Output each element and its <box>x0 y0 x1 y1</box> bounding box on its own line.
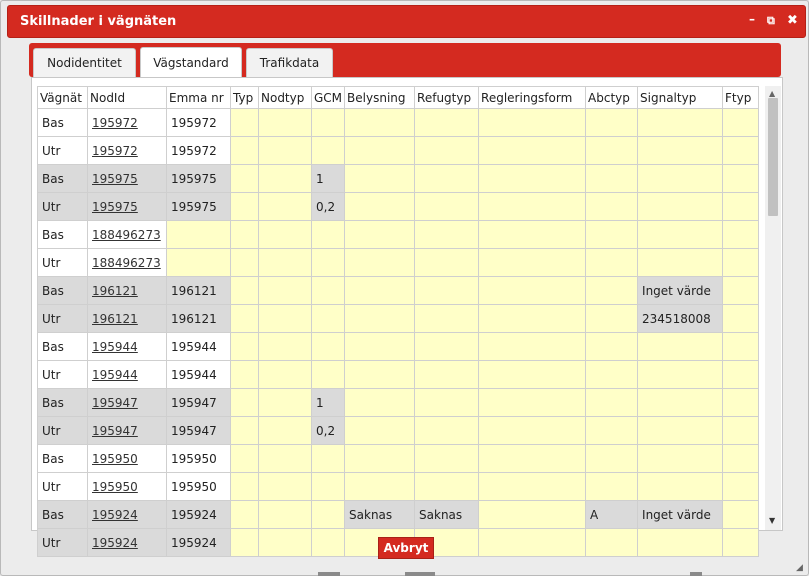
table-cell: Inget värde <box>638 277 723 305</box>
table-cell <box>415 333 479 361</box>
table-cell <box>345 389 415 417</box>
table-cell <box>231 277 259 305</box>
table-cell <box>479 389 586 417</box>
column-header[interactable]: Abctyp <box>586 87 638 109</box>
cell-vagnat: Utr <box>38 137 88 165</box>
column-header[interactable]: Belysning <box>345 87 415 109</box>
table-row <box>38 333 759 361</box>
cell-nodid <box>88 361 167 389</box>
table-cell <box>638 165 723 193</box>
table-cell <box>415 361 479 389</box>
table-cell: 195972 <box>167 109 231 137</box>
cell-nodid <box>88 417 167 445</box>
diff-table <box>37 86 759 557</box>
table-cell <box>259 333 312 361</box>
table-cell <box>231 305 259 333</box>
table-cell <box>231 109 259 137</box>
table-cell <box>638 221 723 249</box>
table-cell <box>638 249 723 277</box>
table-cell <box>638 389 723 417</box>
table-cell <box>345 249 415 277</box>
table-cell <box>312 473 345 501</box>
table-cell <box>723 221 759 249</box>
table-cell <box>723 389 759 417</box>
table-cell <box>259 221 312 249</box>
table-cell: 195975 <box>167 193 231 221</box>
table-cell <box>345 473 415 501</box>
column-header[interactable]: Ftyp <box>723 87 759 109</box>
table-cell <box>231 193 259 221</box>
table-cell <box>415 137 479 165</box>
table-cell <box>345 109 415 137</box>
table-cell <box>415 417 479 445</box>
cell-nodid <box>88 389 167 417</box>
cell-vagnat: Bas <box>38 165 88 193</box>
table-cell <box>312 109 345 137</box>
table-cell <box>231 221 259 249</box>
cell-nodid <box>88 137 167 165</box>
table-cell <box>259 109 312 137</box>
cell-vagnat: Bas <box>38 445 88 473</box>
table-cell <box>345 137 415 165</box>
table-cell <box>345 305 415 333</box>
table-cell <box>479 445 586 473</box>
table-cell <box>586 529 638 557</box>
scroll-thumb[interactable] <box>768 98 778 216</box>
table-cell <box>312 501 345 529</box>
table-row <box>38 277 759 305</box>
table-row <box>38 473 759 501</box>
minimize-icon[interactable]: – <box>749 12 755 26</box>
table-cell <box>415 473 479 501</box>
table-cell <box>259 361 312 389</box>
table-cell <box>586 361 638 389</box>
cell-nodid <box>88 445 167 473</box>
column-header[interactable]: Typ <box>231 87 259 109</box>
table-cell <box>415 445 479 473</box>
cell-nodid <box>88 529 167 557</box>
table-cell <box>312 277 345 305</box>
table-cell: 195944 <box>167 361 231 389</box>
nodid-link[interactable]: 188496273 <box>92 227 161 242</box>
table-cell <box>638 193 723 221</box>
table-cell <box>723 193 759 221</box>
nodid-link[interactable]: 195944 <box>92 367 138 382</box>
cell-nodid <box>88 305 167 333</box>
column-header[interactable]: Refugtyp <box>415 87 479 109</box>
table-cell <box>231 137 259 165</box>
table-row <box>38 109 759 137</box>
table-cell <box>415 193 479 221</box>
nodid-link[interactable]: 195975 <box>92 171 138 186</box>
table-cell <box>231 249 259 277</box>
title-bar[interactable] <box>7 5 806 38</box>
table-cell <box>345 417 415 445</box>
background-element <box>690 572 702 576</box>
table-cell <box>415 221 479 249</box>
cell-nodid <box>88 333 167 361</box>
cell-nodid <box>88 193 167 221</box>
tab-nodidentitet[interactable]: Nodidentitet <box>33 48 136 78</box>
table-cell: Saknas <box>415 501 479 529</box>
table-cell <box>345 165 415 193</box>
table-cell <box>415 165 479 193</box>
column-header[interactable]: Regleringsform <box>479 87 586 109</box>
table-cell <box>723 109 759 137</box>
cell-nodid <box>88 473 167 501</box>
tab-vagstandard[interactable]: Vägstandard <box>140 47 242 79</box>
table-cell <box>312 445 345 473</box>
table-cell <box>586 333 638 361</box>
table-row <box>38 305 759 333</box>
table-cell <box>259 137 312 165</box>
table-cell <box>231 333 259 361</box>
table-cell <box>259 501 312 529</box>
cell-nodid <box>88 277 167 305</box>
cell-vagnat: Utr <box>38 249 88 277</box>
table-cell: 196121 <box>167 277 231 305</box>
nodid-link[interactable]: 195972 <box>92 115 138 130</box>
table-cell <box>723 445 759 473</box>
table-cell <box>415 305 479 333</box>
nodid-link[interactable]: 196121 <box>92 283 138 298</box>
table-cell <box>723 137 759 165</box>
nodid-link[interactable]: 195950 <box>92 451 138 466</box>
table-cell <box>586 473 638 501</box>
table-row <box>38 137 759 165</box>
table-cell <box>586 417 638 445</box>
table-cell: 195950 <box>167 445 231 473</box>
table-cell <box>345 277 415 305</box>
table-cell: 195944 <box>167 333 231 361</box>
table-cell <box>479 137 586 165</box>
table-cell <box>723 249 759 277</box>
table-cell <box>723 277 759 305</box>
table-cell <box>723 473 759 501</box>
table-cell <box>231 501 259 529</box>
table-cell <box>231 417 259 445</box>
table-cell <box>586 277 638 305</box>
column-header[interactable]: NodId <box>88 87 167 109</box>
table-cell <box>345 193 415 221</box>
table-cell <box>586 193 638 221</box>
cell-vagnat: Bas <box>38 333 88 361</box>
cell-vagnat: Bas <box>38 389 88 417</box>
table-row <box>38 165 759 193</box>
table-cell <box>312 305 345 333</box>
table-cell <box>586 165 638 193</box>
table-cell: 195975 <box>167 165 231 193</box>
table-cell <box>415 389 479 417</box>
window-title: Skillnader i vägnäten <box>20 14 177 29</box>
table-cell: 1 <box>312 389 345 417</box>
table-cell <box>259 445 312 473</box>
table-cell <box>312 529 345 557</box>
resize-grip-icon[interactable]: ◢ <box>796 563 803 573</box>
table-cell <box>638 473 723 501</box>
background-element <box>318 572 340 576</box>
nodid-link[interactable]: 195944 <box>92 339 138 354</box>
table-cell <box>415 277 479 305</box>
table-cell <box>479 193 586 221</box>
table-cell <box>586 389 638 417</box>
table-cell <box>479 417 586 445</box>
cell-vagnat: Utr <box>38 529 88 557</box>
nodid-link[interactable]: 195947 <box>92 423 138 438</box>
table-row <box>38 389 759 417</box>
background-element <box>405 572 435 576</box>
table-cell <box>586 305 638 333</box>
cancel-button[interactable]: Avbryt <box>378 537 434 559</box>
table-cell <box>586 137 638 165</box>
cell-vagnat: Utr <box>38 473 88 501</box>
vertical-scrollbar[interactable] <box>765 86 781 530</box>
table-cell <box>312 221 345 249</box>
nodid-link[interactable]: 195975 <box>92 199 138 214</box>
table-cell <box>231 165 259 193</box>
nodid-link[interactable]: 195947 <box>92 395 138 410</box>
cell-vagnat: Bas <box>38 277 88 305</box>
table-row <box>38 361 759 389</box>
cell-vagnat: Utr <box>38 193 88 221</box>
table-cell: 195972 <box>167 137 231 165</box>
table-cell <box>167 249 231 277</box>
close-icon[interactable]: ✖ <box>787 13 798 28</box>
table-cell <box>479 277 586 305</box>
table-cell: 195947 <box>167 417 231 445</box>
nodid-link[interactable]: 195924 <box>92 535 138 550</box>
table-cell <box>586 221 638 249</box>
cell-vagnat: Utr <box>38 305 88 333</box>
table-cell <box>259 305 312 333</box>
table-cell <box>345 445 415 473</box>
tab-trafikdata[interactable]: Trafikdata <box>246 48 333 78</box>
table-cell <box>479 109 586 137</box>
table-cell: 195924 <box>167 529 231 557</box>
table-cell <box>723 361 759 389</box>
scroll-down-icon[interactable]: ▼ <box>769 516 776 525</box>
table-cell: 0,2 <box>312 417 345 445</box>
table-cell <box>231 529 259 557</box>
cell-nodid <box>88 165 167 193</box>
table-cell <box>479 473 586 501</box>
table-cell <box>259 193 312 221</box>
table-cell <box>479 333 586 361</box>
table-cell <box>638 529 723 557</box>
cell-vagnat: Bas <box>38 109 88 137</box>
cell-vagnat: Utr <box>38 417 88 445</box>
table-cell: 234518008 <box>638 305 723 333</box>
table-row <box>38 193 759 221</box>
table-cell <box>259 417 312 445</box>
table-cell <box>723 305 759 333</box>
table-cell <box>231 389 259 417</box>
nodid-link[interactable]: 195972 <box>92 143 138 158</box>
table-cell <box>231 445 259 473</box>
table-cell <box>638 361 723 389</box>
table-cell <box>259 473 312 501</box>
nodid-link[interactable]: 195950 <box>92 479 138 494</box>
table-header <box>38 87 759 109</box>
table-cell: 0,2 <box>312 193 345 221</box>
cell-vagnat: Bas <box>38 221 88 249</box>
table-cell <box>586 249 638 277</box>
table-cell <box>312 361 345 389</box>
table-cell <box>638 417 723 445</box>
table-row <box>38 417 759 445</box>
table-cell: A <box>586 501 638 529</box>
table-cell <box>167 221 231 249</box>
table-cell <box>479 249 586 277</box>
table-cell <box>415 249 479 277</box>
table-cell <box>312 249 345 277</box>
table-cell <box>259 277 312 305</box>
table-cell <box>312 137 345 165</box>
table-row <box>38 221 759 249</box>
column-header[interactable]: Vägnät <box>38 87 88 109</box>
table-cell <box>231 473 259 501</box>
table-cell <box>259 249 312 277</box>
table-cell <box>479 361 586 389</box>
table-cell: Saknas <box>345 501 415 529</box>
column-header[interactable]: GCM <box>312 87 345 109</box>
table-cell <box>345 333 415 361</box>
table-cell <box>638 333 723 361</box>
table-cell <box>479 529 586 557</box>
table-row <box>38 249 759 277</box>
table-cell <box>586 109 638 137</box>
table-cell <box>723 165 759 193</box>
table-cell <box>415 109 479 137</box>
table-cell <box>259 389 312 417</box>
table-cell <box>259 165 312 193</box>
column-header[interactable]: Nodtyp <box>259 87 312 109</box>
table-cell <box>479 305 586 333</box>
cell-nodid <box>88 249 167 277</box>
table-cell: 1 <box>312 165 345 193</box>
table-cell <box>586 445 638 473</box>
table-cell <box>723 501 759 529</box>
table-row <box>38 445 759 473</box>
cell-nodid <box>88 221 167 249</box>
popout-icon[interactable]: ⧉ <box>767 14 775 27</box>
table-cell <box>312 333 345 361</box>
cell-vagnat: Bas <box>38 501 88 529</box>
nodid-link[interactable]: 188496273 <box>92 255 161 270</box>
table-cell: Inget värde <box>638 501 723 529</box>
table-cell: 196121 <box>167 305 231 333</box>
table-cell <box>479 221 586 249</box>
tab-bar <box>29 43 781 77</box>
cell-vagnat: Utr <box>38 361 88 389</box>
table-cell <box>723 333 759 361</box>
table-cell <box>259 529 312 557</box>
column-header[interactable]: Signaltyp <box>638 87 723 109</box>
table-row <box>38 501 759 529</box>
table-cell: 195950 <box>167 473 231 501</box>
column-header[interactable]: Emma nr <box>167 87 231 109</box>
table-cell <box>479 501 586 529</box>
nodid-link[interactable]: 195924 <box>92 507 138 522</box>
table-cell <box>723 417 759 445</box>
cell-nodid <box>88 501 167 529</box>
table-cell <box>638 109 723 137</box>
table-cell: 195947 <box>167 389 231 417</box>
table-cell <box>345 221 415 249</box>
table-cell <box>479 165 586 193</box>
table-body <box>38 109 759 557</box>
table-cell <box>638 445 723 473</box>
table-cell <box>723 529 759 557</box>
table-cell <box>638 137 723 165</box>
cell-nodid <box>88 109 167 137</box>
nodid-link[interactable]: 196121 <box>92 311 138 326</box>
table-cell <box>231 361 259 389</box>
table-cell <box>345 361 415 389</box>
scroll-up-icon[interactable]: ▲ <box>769 89 776 98</box>
table-cell: 195924 <box>167 501 231 529</box>
